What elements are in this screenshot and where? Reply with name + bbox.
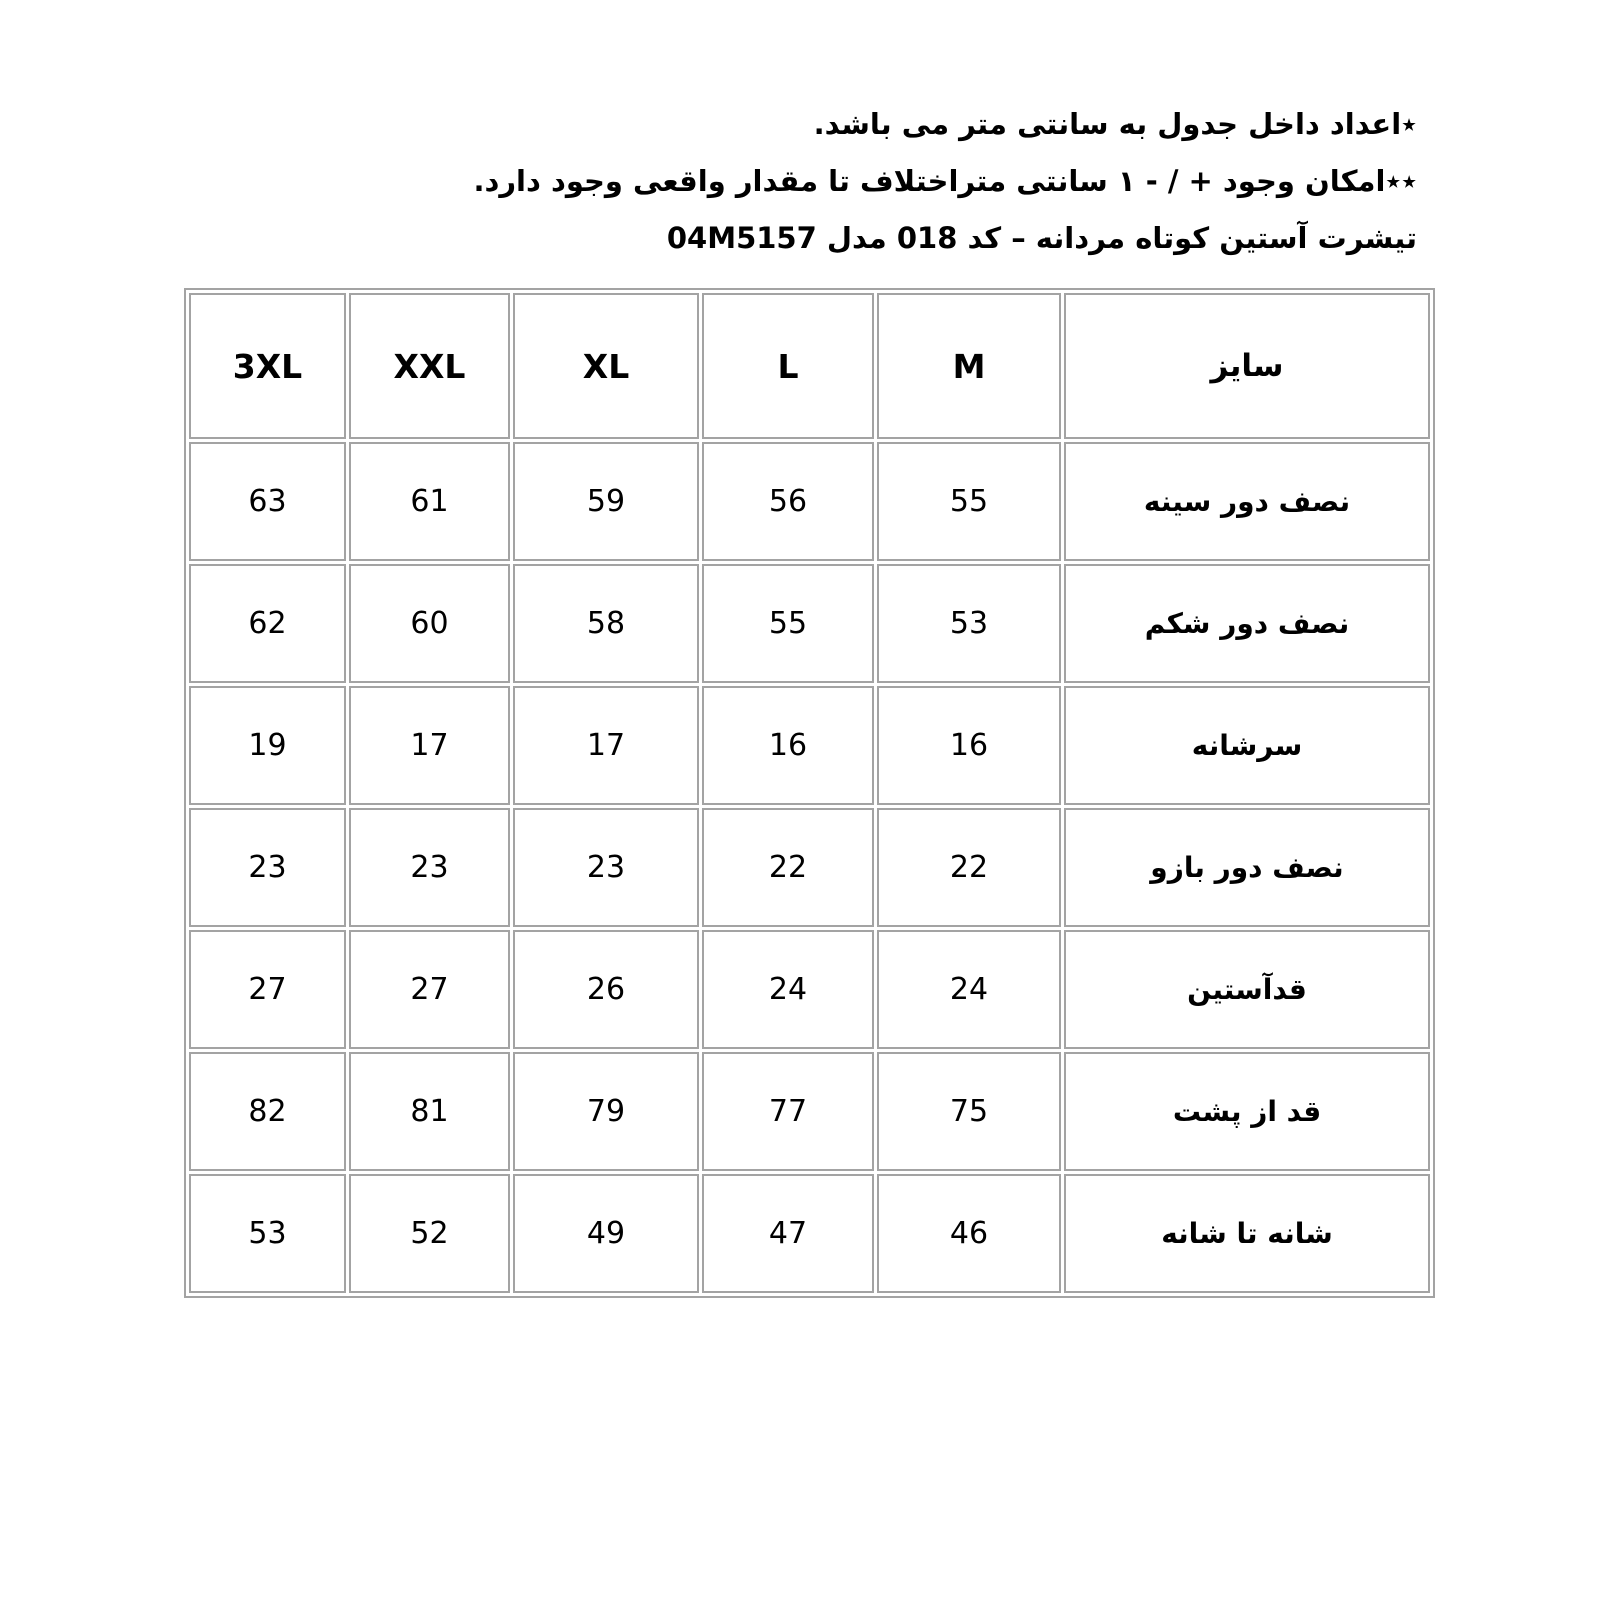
size-value-cell: 27 — [349, 930, 510, 1049]
size-table — [184, 288, 1435, 1298]
table-row-shoulder-to-shoulder — [189, 1174, 1430, 1293]
size-value-cell: 53 — [877, 564, 1061, 683]
size-value-cell: 24 — [877, 930, 1061, 1049]
table-row-half-arm — [189, 808, 1430, 927]
header-size-xl: XL — [513, 293, 699, 439]
notes-block — [100, 96, 1417, 267]
row-label: قد از پشت — [1064, 1052, 1430, 1171]
size-value-cell: 23 — [189, 808, 346, 927]
row-label: نصف دور سینه — [1064, 442, 1430, 561]
size-value-cell: 16 — [877, 686, 1061, 805]
size-value-cell: 79 — [513, 1052, 699, 1171]
size-value-cell: 26 — [513, 930, 699, 1049]
size-value-cell: 23 — [349, 808, 510, 927]
note-tolerance: ٭٭امکان وجود + / - ۱ سانتی متراختلاف تا مقدار واقعی وجود دارد. — [473, 164, 1417, 198]
table-row-back-length — [189, 1052, 1430, 1171]
header-size-3xl: 3XL — [189, 293, 346, 439]
size-value-cell: 22 — [877, 808, 1061, 927]
size-value-cell: 46 — [877, 1174, 1061, 1293]
table-row-shoulder — [189, 686, 1430, 805]
row-label: نصف دور بازو — [1064, 808, 1430, 927]
header-size-xxl: XXL — [349, 293, 510, 439]
size-value-cell: 55 — [702, 564, 874, 683]
size-value-cell: 58 — [513, 564, 699, 683]
size-value-cell: 61 — [349, 442, 510, 561]
table-row-half-belly — [189, 564, 1430, 683]
size-value-cell: 63 — [189, 442, 346, 561]
table-row-sleeve-length — [189, 930, 1430, 1049]
header-size-m: M — [877, 293, 1061, 439]
size-value-cell: 55 — [877, 442, 1061, 561]
size-value-cell: 56 — [702, 442, 874, 561]
size-value-cell: 82 — [189, 1052, 346, 1171]
size-value-cell: 75 — [877, 1052, 1061, 1171]
size-value-cell: 60 — [349, 564, 510, 683]
table-row-half-chest — [189, 442, 1430, 561]
row-label: سرشانه — [1064, 686, 1430, 805]
size-value-cell: 62 — [189, 564, 346, 683]
size-value-cell: 77 — [702, 1052, 874, 1171]
size-value-cell: 17 — [513, 686, 699, 805]
row-label: قدآستین — [1064, 930, 1430, 1049]
row-label: نصف دور شکم — [1064, 564, 1430, 683]
header-size-l: L — [702, 293, 874, 439]
header-size-label: سایز — [1064, 293, 1430, 439]
size-value-cell: 22 — [702, 808, 874, 927]
size-value-cell: 24 — [702, 930, 874, 1049]
size-value-cell: 23 — [513, 808, 699, 927]
size-value-cell: 16 — [702, 686, 874, 805]
table-header-row — [189, 293, 1430, 439]
size-value-cell: 17 — [349, 686, 510, 805]
size-value-cell: 19 — [189, 686, 346, 805]
note-units: ٭اعداد داخل جدول به سانتی متر می باشد. — [813, 107, 1417, 141]
size-value-cell: 27 — [189, 930, 346, 1049]
row-label: شانه تا شانه — [1064, 1174, 1430, 1293]
size-value-cell: 49 — [513, 1174, 699, 1293]
size-value-cell: 52 — [349, 1174, 510, 1293]
size-value-cell: 47 — [702, 1174, 874, 1293]
size-value-cell: 53 — [189, 1174, 346, 1293]
size-value-cell: 59 — [513, 442, 699, 561]
size-value-cell: 81 — [349, 1052, 510, 1171]
product-title: تیشرت آستین کوتاه مردانه – کد 018 مدل 04M5157 — [666, 221, 1417, 255]
